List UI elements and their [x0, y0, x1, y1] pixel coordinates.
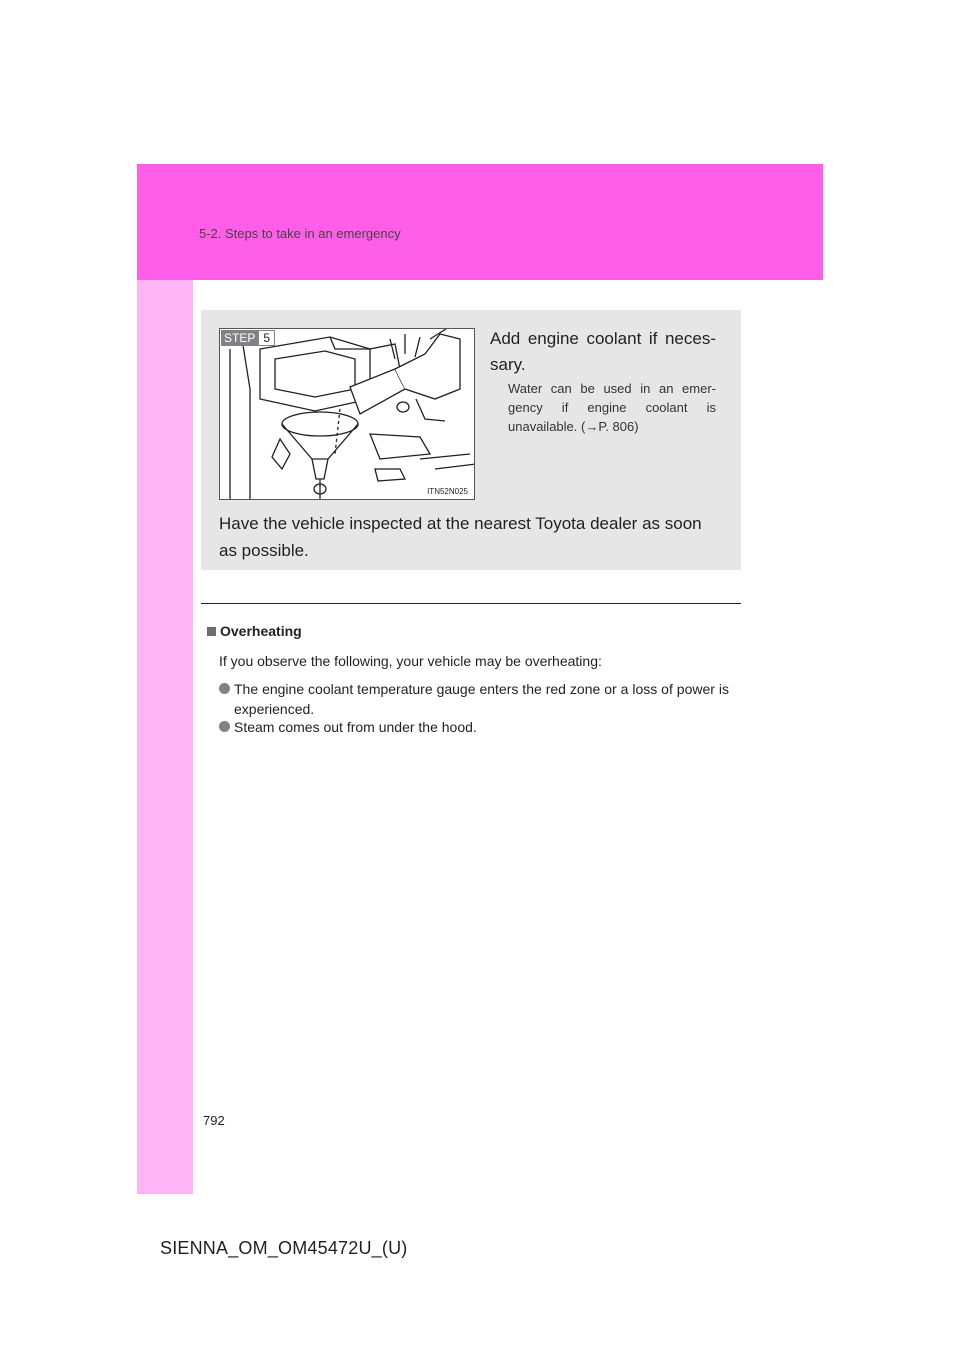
- list-item: [219, 717, 729, 737]
- step-number: 5: [258, 330, 275, 346]
- list-item-text: The engine coolant temperature gauge enters the red zone or a loss of power is experienced.: [234, 681, 729, 717]
- step-footer: Have the vehicle inspected at the nearest Toyota dealer as soon as possible.: [219, 514, 702, 560]
- list-item: [219, 679, 729, 719]
- step-label: [221, 330, 275, 346]
- illustration-code: ITN52N025: [427, 487, 468, 496]
- circle-bullet-icon: [219, 683, 230, 694]
- step-word: STEP: [221, 330, 258, 346]
- overheating-intro: If you observe the following, your vehicle may be overheating:: [219, 653, 602, 669]
- overheating-heading-text: Overheating: [220, 623, 302, 639]
- document-code: SIENNA_OM_OM45472U_(U): [160, 1238, 408, 1258]
- coolant-pouring-drawing: [220, 329, 475, 500]
- square-bullet-icon: [207, 627, 216, 636]
- overheating-heading: [207, 623, 302, 639]
- header-band: [137, 164, 823, 280]
- list-item-text: Steam comes out from under the hood.: [234, 719, 477, 735]
- divider: [201, 603, 741, 604]
- step-note: Water can be used in an emer-gency if engine coolant is unavailable. (→P. 806): [508, 381, 716, 434]
- circle-bullet-icon: [219, 721, 230, 732]
- coolant-illustration: [219, 328, 475, 500]
- side-band: [137, 164, 193, 1194]
- step-instruction: Add engine coolant if neces-sary.: [490, 329, 716, 374]
- section-title: 5-2. Steps to take in an emergency: [199, 226, 401, 241]
- page-number: 792: [203, 1113, 225, 1128]
